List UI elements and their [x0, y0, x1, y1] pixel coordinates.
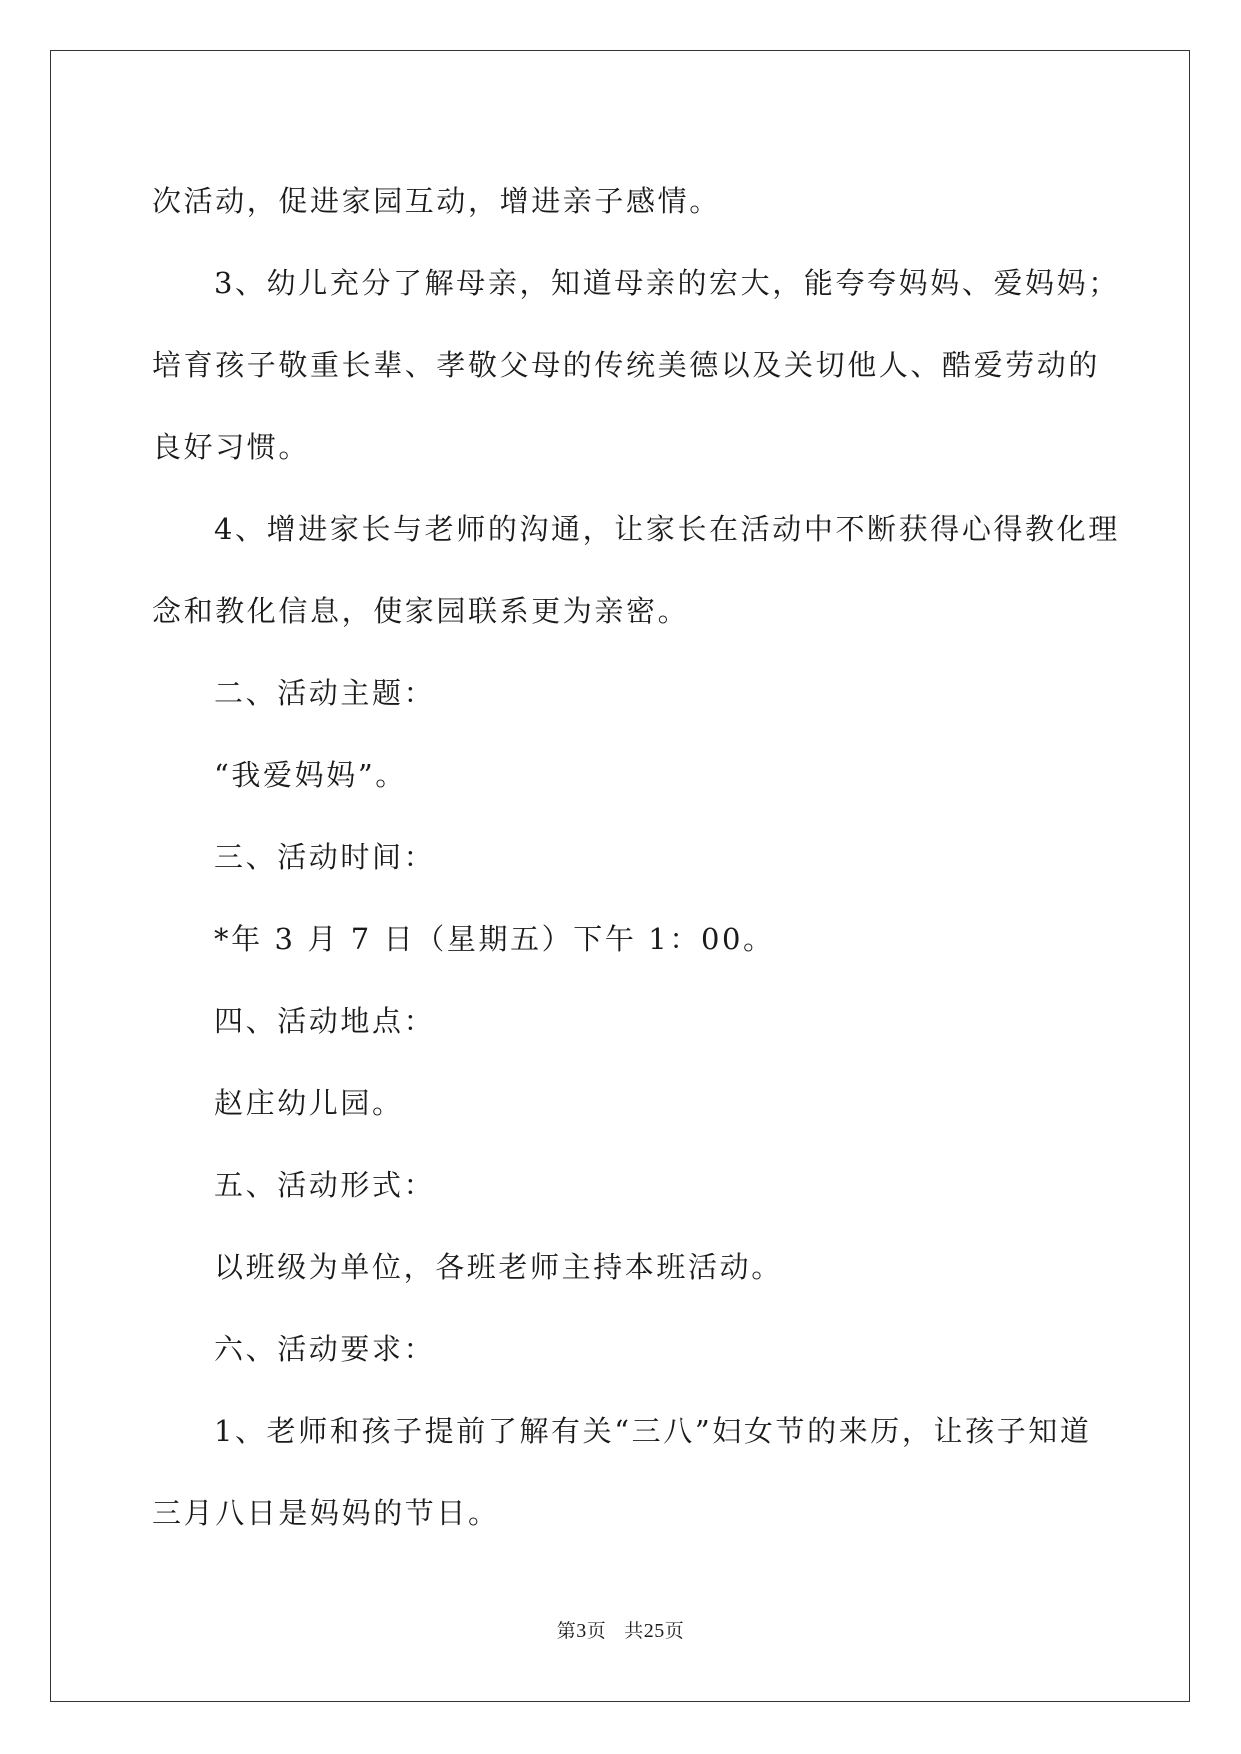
text-line: 三月八日是妈妈的节日。: [152, 1496, 500, 1530]
text-line: 良好习惯。: [152, 430, 311, 464]
section-heading: 三、活动时间：: [214, 840, 436, 874]
text-line: 念和教化信息，使家园联系更为亲密。: [152, 594, 690, 628]
text-line: 4、增进家长与老师的沟通，让家长在活动中不断获得心得教化理: [214, 512, 1120, 546]
text-line: 1、老师和孩子提前了解有关“三八”妇女节的来历，让孩子知道: [214, 1414, 1092, 1448]
text-line: *年 3 月 7 日（星期五）下午 1：00。: [214, 922, 775, 956]
page-footer: [0, 1619, 1241, 1643]
total-label-suffix: 页: [664, 1620, 685, 1642]
text-line: 赵庄幼儿园。: [214, 1086, 404, 1120]
text-line: 次活动，促进家园互动，增进亲子感情。: [152, 184, 721, 218]
page-label-suffix: 页: [586, 1620, 607, 1642]
total-label-prefix: 共: [624, 1620, 644, 1642]
text-line: 培育孩子敬重长辈、孝敬父母的传统美德以及关切他人、酷爱劳动的: [152, 348, 1101, 382]
text-line: 3、幼儿充分了解母亲，知道母亲的宏大，能夸夸妈妈、爱妈妈；: [214, 266, 1120, 300]
section-heading: 五、活动形式：: [214, 1168, 436, 1202]
document-body: [152, 160, 1120, 1554]
section-heading: 二、活动主题：: [214, 676, 436, 710]
text-line: 以班级为单位，各班老师主持本班活动。: [214, 1250, 783, 1284]
page-label-prefix: 第: [556, 1620, 577, 1642]
section-heading: 四、活动地点：: [214, 1004, 436, 1038]
total-page-count: 25: [643, 1620, 665, 1642]
current-page-number: 3: [576, 1620, 587, 1642]
text-line: “我爱妈妈”。: [214, 758, 407, 792]
section-heading: 六、活动要求：: [214, 1332, 436, 1366]
